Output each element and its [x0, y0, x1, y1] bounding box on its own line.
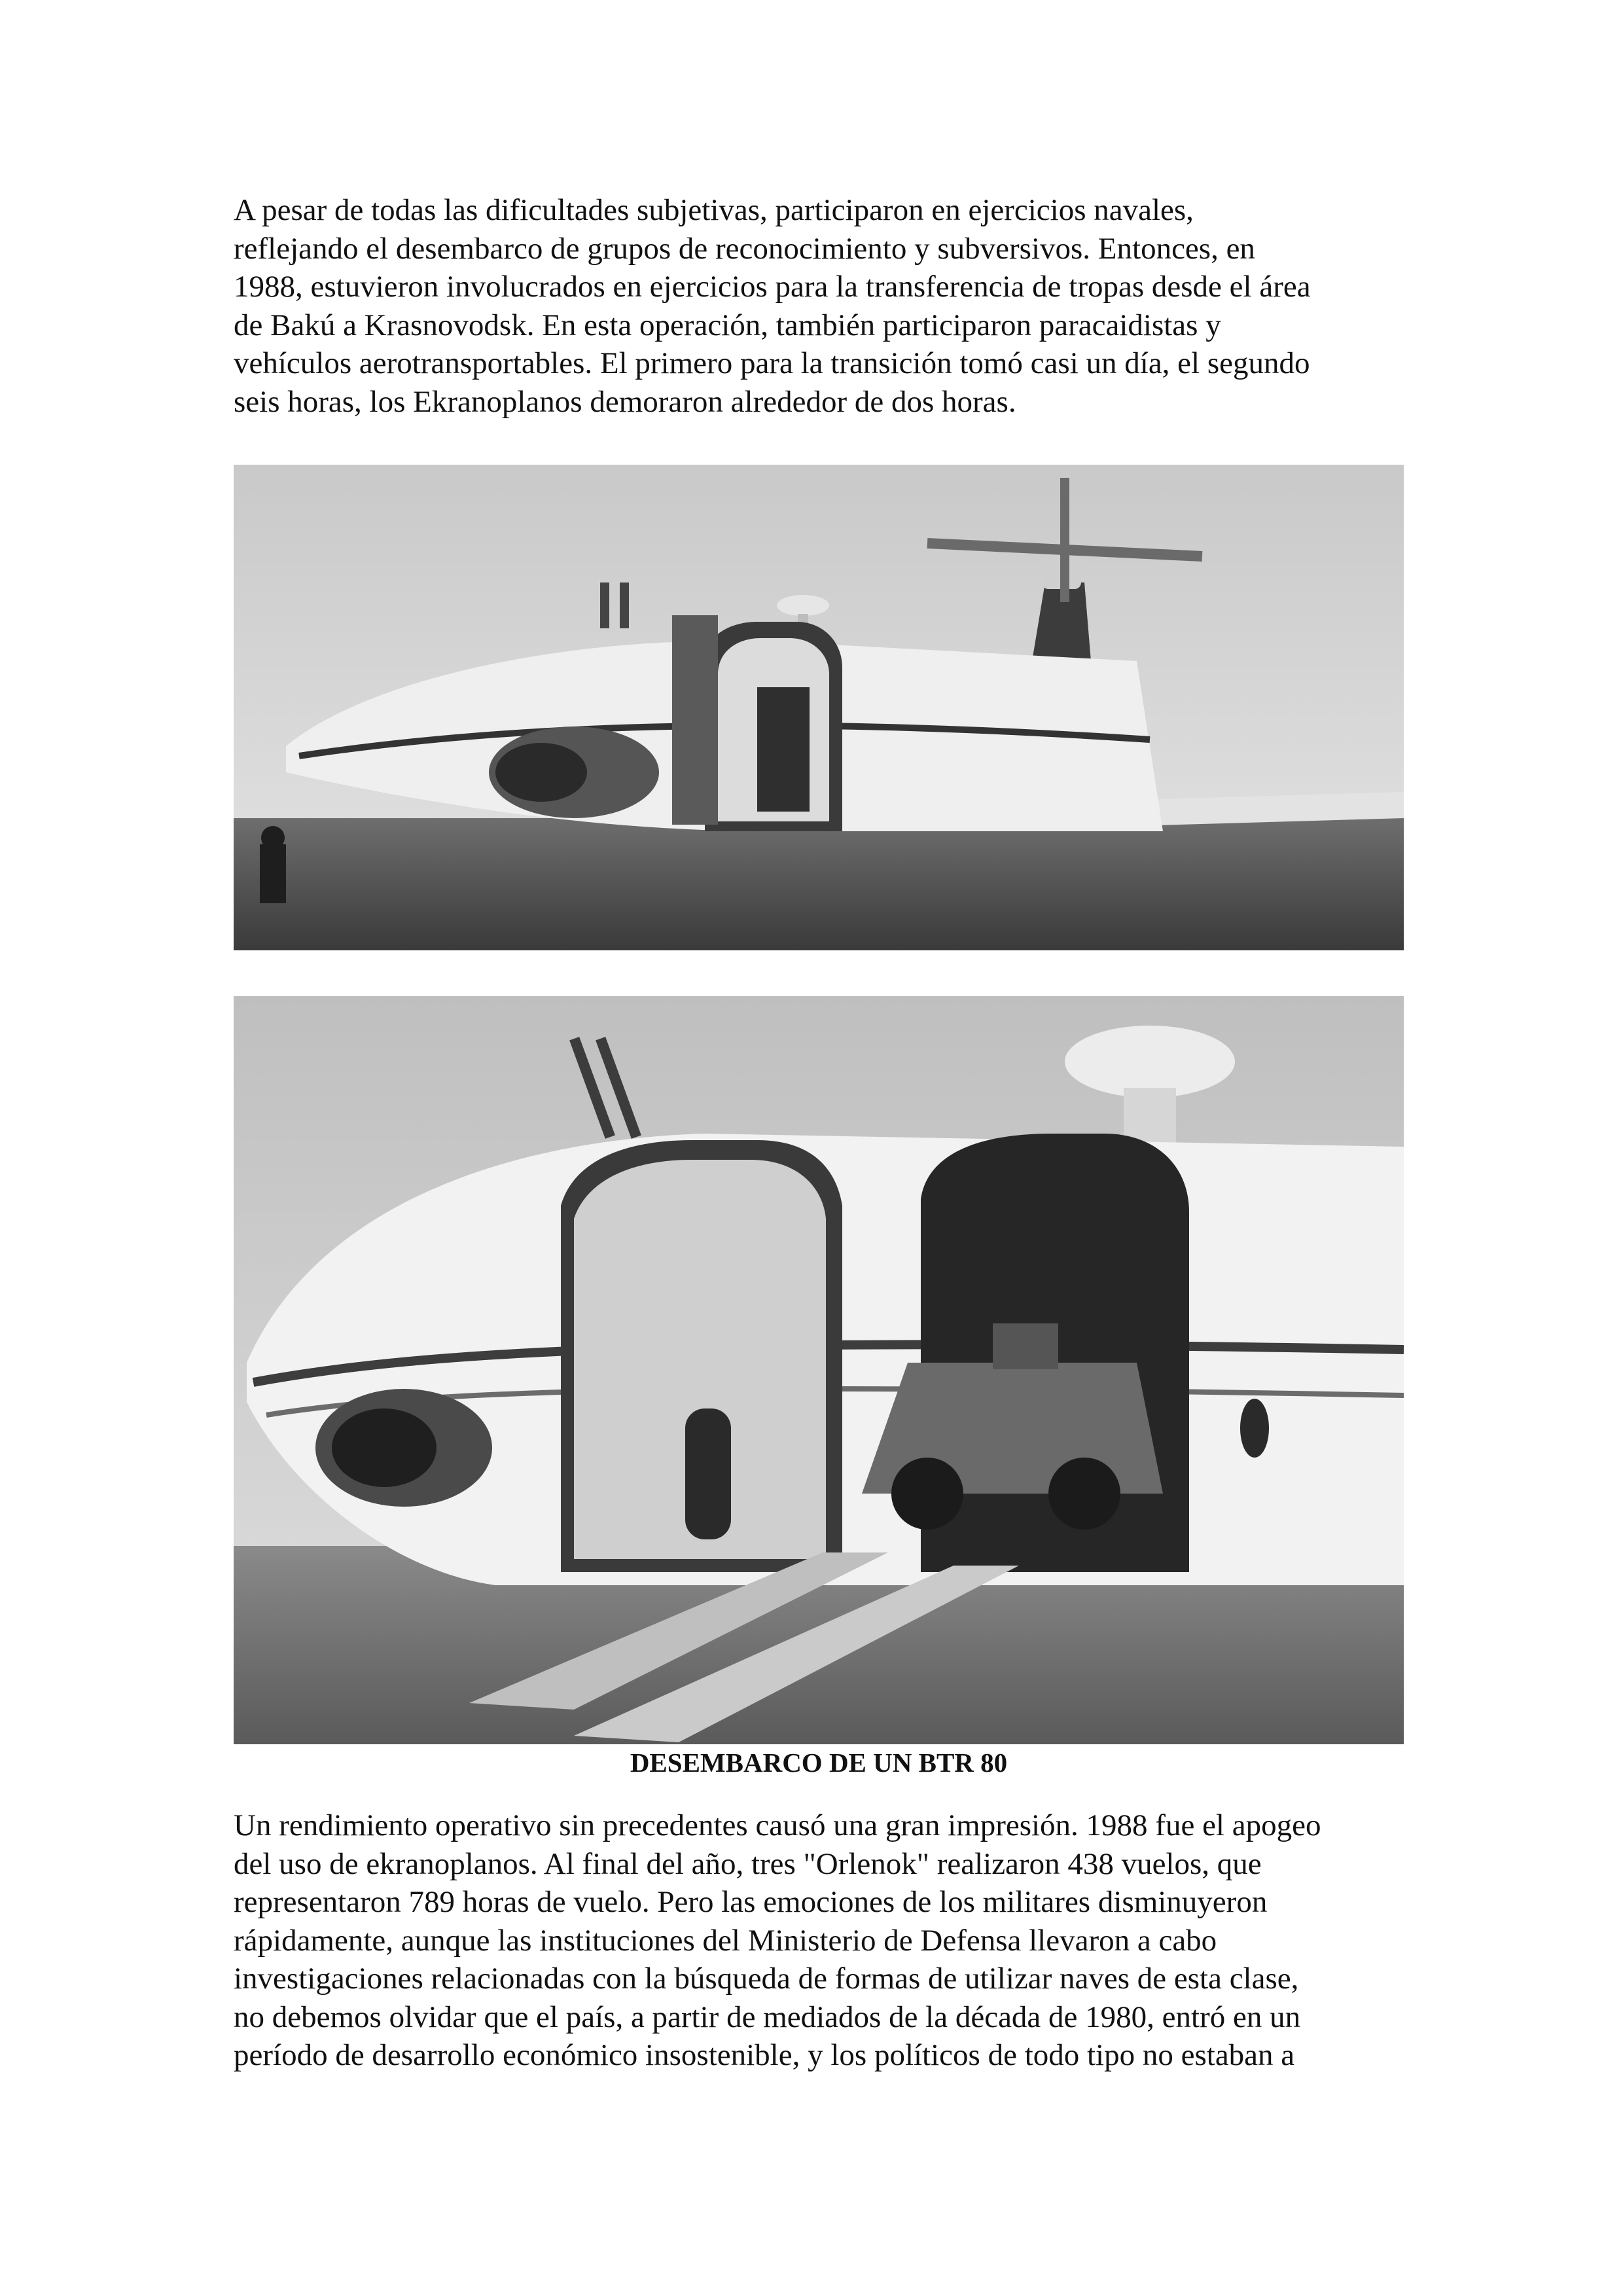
text-line: rápidamente, aunque las instituciones del Ministerio de Defensa llevaron a cabo — [234, 1923, 1217, 1958]
text-line: vehículos aerotransportables. El primero para la transición tomó casi un día, el segundo — [234, 346, 1310, 380]
text-line: del uso de ekranoplanos. Al final del año, tres "Orlenok" realizaron 438 vuelos, que — [234, 1846, 1262, 1881]
text-line: seis horas, los Ekranoplanos demoraron alrededor de dos horas. — [234, 384, 1016, 419]
text-line: período de desarrollo económico insostenible, y los políticos de todo tipo no estaban a — [234, 2038, 1295, 2072]
text-line: investigaciones relacionadas con la búsqueda de formas de utilizar naves de esta clase, — [234, 1962, 1299, 1996]
ekranoplan-side-photo — [234, 465, 1404, 950]
figure-caption: DESEMBARCO DE UN BTR 80 — [630, 1748, 1008, 1778]
paragraph-1 — [234, 191, 1405, 421]
text-line: no debemos olvidar que el país, a partir de mediados de la década de 1980, entró en un — [234, 2000, 1301, 2034]
text-line: 1988, estuvieron involucrados en ejercicios para la transferencia de tropas desde el área — [234, 270, 1311, 304]
btr80-disembark-photo — [234, 996, 1404, 1744]
paragraph-2 — [234, 1806, 1405, 2075]
text-line: representaron 789 horas de vuelo. Pero las emociones de los militares disminuyeron — [234, 1885, 1268, 1919]
text-line: reflejando el desembarco de grupos de reconocimiento y subversivos. Entonces, en — [234, 231, 1255, 266]
text-line: A pesar de todas las dificultades subjetivas, participaron en ejercicios navales, — [234, 193, 1194, 227]
btr80-disembark-illustration — [234, 996, 1404, 1744]
text-line: de Bakú a Krasnovodsk. En esta operación, también participaron paracaidistas y — [234, 308, 1221, 342]
text-line: Un rendimiento operativo sin precedentes causó una gran impresión. 1988 fue el apogeo — [234, 1808, 1321, 1842]
ekranoplan-side-illustration — [234, 465, 1404, 950]
